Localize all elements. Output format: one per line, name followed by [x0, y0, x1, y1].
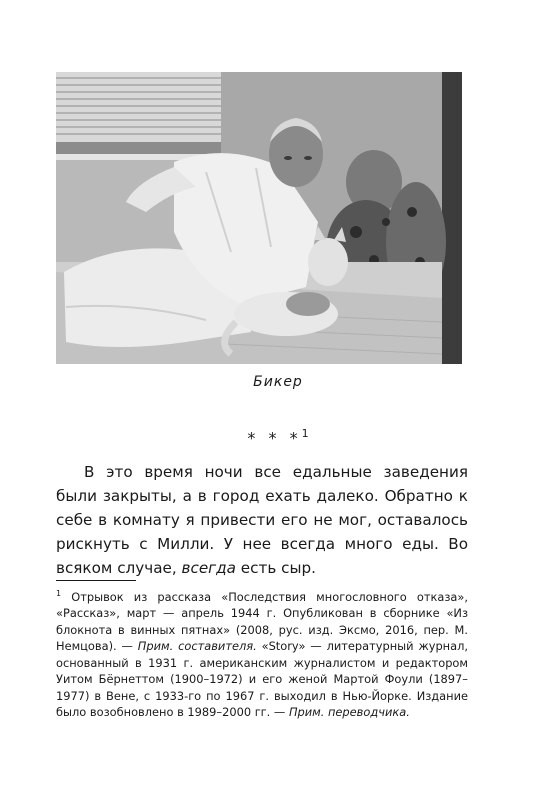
section-divider	[0, 427, 556, 447]
photo-caption: Бикер	[253, 374, 303, 390]
footnote-text-2: «Story» — литературный журнал, основанный в 1931 г. американским журналистом и редактором Уитом Бёрнеттом (1900–1972) и его женой Мартой Фоули (1897–1977) в Вене, с 1933-го по 1967 г. выходил в Нью-Йорке. Издание было возобновлено в 1989–2000 гг. —	[56, 639, 469, 720]
footnote-text-1: Отрывок из рассказа «Последствия многословного отказа», «Рассказ», март — апрель 1944 г. Опубликован в сборнике «Из блокнота в винных пятнах» (2008, рус. изд. Эксмо, 2016, пер. М. Немцова). —	[56, 589, 468, 654]
body-text-part1: В это время ночи все едальные заведения были закрыты, а в город ехать далеко. Обратно к себе в комнату я привести его не мог, оставалось рискнуть с Милли. У нее всегда много еды. Во всяком случае,	[56, 463, 468, 577]
footnote-note-translator: Прим. переводчика.	[288, 705, 410, 720]
footnote-marker: 1	[56, 589, 62, 598]
footnote-reference: 1	[301, 427, 309, 440]
body-paragraph	[56, 460, 468, 580]
body-text-part2: есть сыр.	[235, 559, 316, 577]
footnote	[56, 586, 468, 721]
footnote-note-compiler: Прим. составителя.	[137, 639, 257, 654]
footnote-separator	[56, 580, 136, 581]
photo-man-with-cat	[56, 72, 462, 364]
body-text	[56, 460, 468, 580]
body-text-emphasis: всегда	[181, 559, 236, 577]
divider-stars: * * *	[247, 428, 302, 448]
